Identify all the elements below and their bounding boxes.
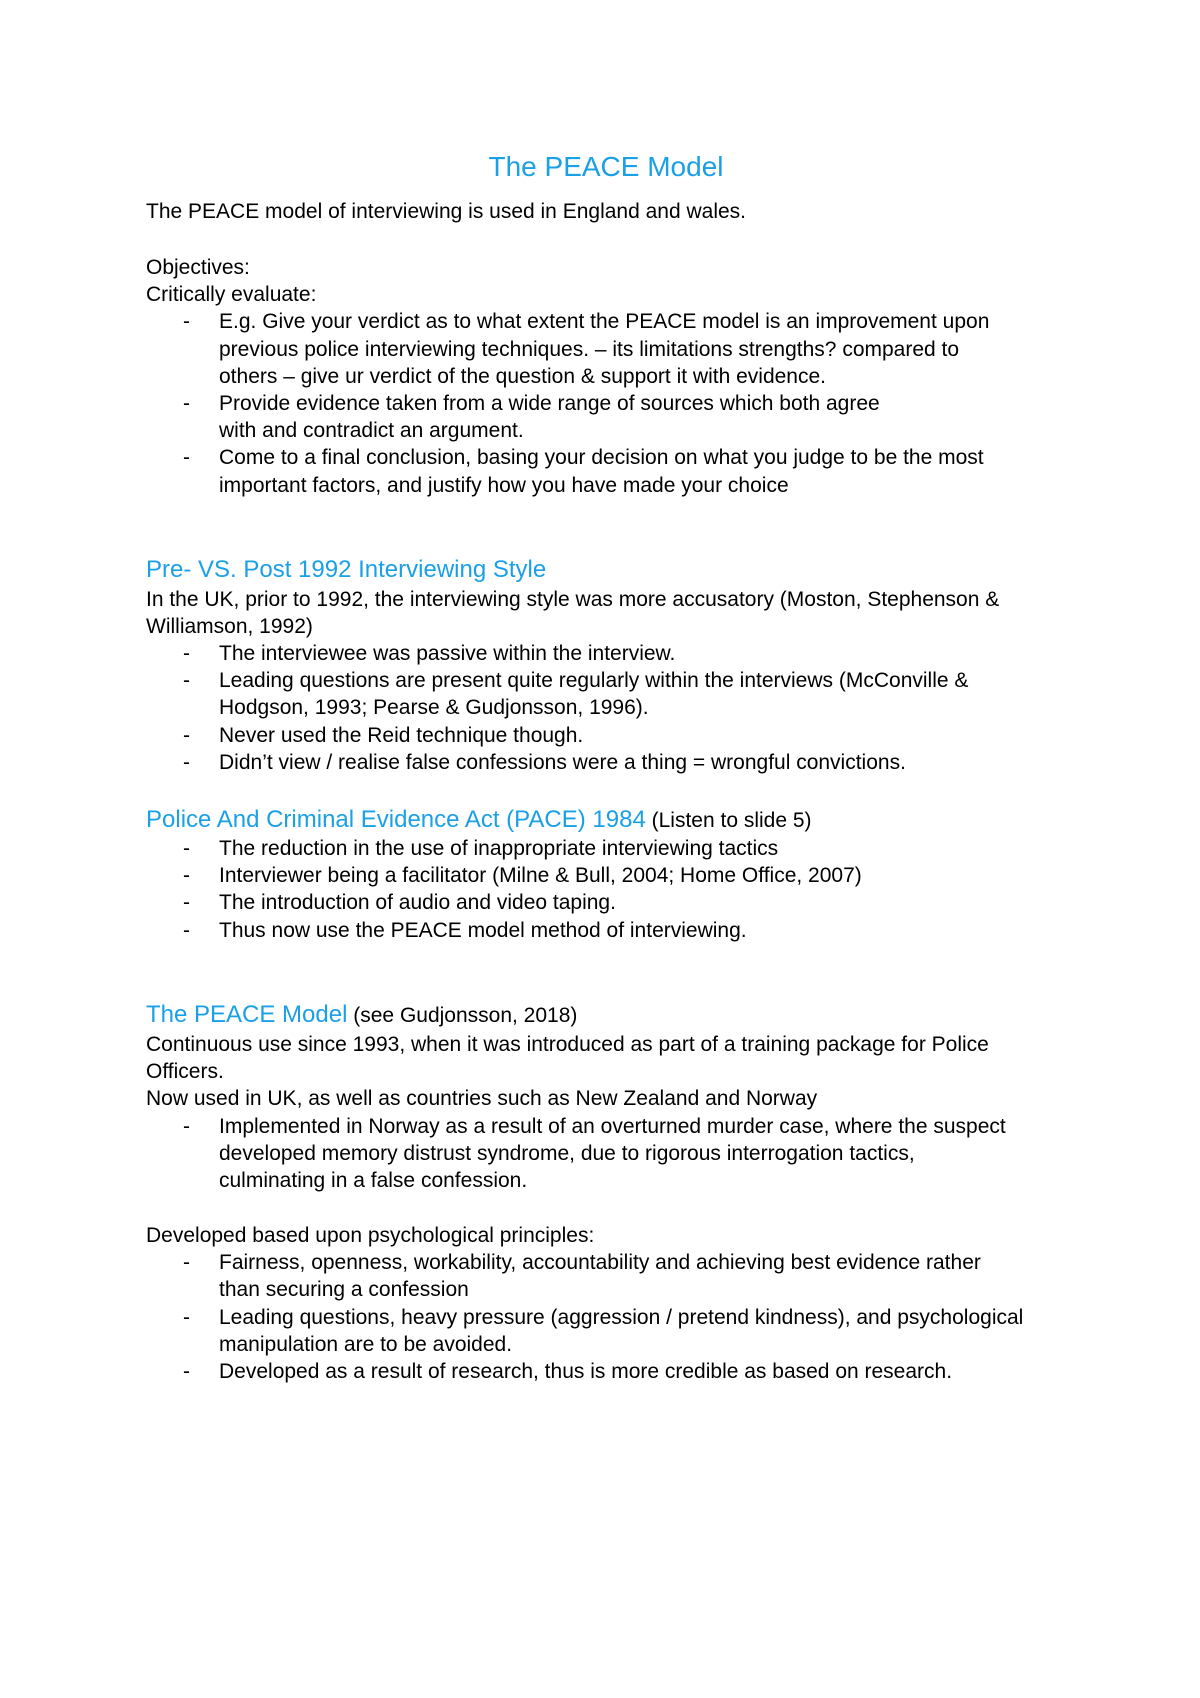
section1-para-line-1: In the UK, prior to 1992, the interviewing style was more accusatory (Moston, Stephenson & <box>146 588 1000 611</box>
bullet-marker: - <box>183 392 190 415</box>
section-heading-peace-model <box>146 1000 577 1031</box>
bullet-marker: - <box>183 1306 190 1329</box>
bullet-marker: - <box>183 1251 190 1274</box>
bullet-marker: - <box>183 919 190 942</box>
section3-bullet-1-line-1: Implemented in Norway as a result of an overturned murder case, where the suspect <box>219 1115 1006 1138</box>
objective-3-line-1: Come to a final conclusion, basing your decision on what you judge to be the most <box>219 446 984 469</box>
section1-bullet-2-line-2: Hodgson, 1993; Pearse & Gudjonsson, 1996). <box>219 696 649 719</box>
bullet-marker: - <box>183 891 190 914</box>
bullet-marker: - <box>183 864 190 887</box>
section1-bullet-3: Never used the Reid technique though. <box>219 724 584 747</box>
section3-para-line-2: Officers. <box>146 1060 224 1083</box>
bullet-marker: - <box>183 642 190 665</box>
section3-bullet-1-line-2: developed memory distrust syndrome, due to rigorous interrogation tactics, <box>219 1142 915 1165</box>
section-heading-pre-post-1992: Pre- VS. Post 1992 Interviewing Style <box>146 556 547 583</box>
section2-bullet-4: Thus now use the PEACE model method of interviewing. <box>219 919 747 942</box>
objective-3-line-2: important factors, and justify how you have made your choice <box>219 474 789 497</box>
section3-para-line-1: Continuous use since 1993, when it was introduced as part of a training package for Police <box>146 1033 989 1056</box>
intro-text: The PEACE model of interviewing is used in England and wales. <box>146 200 746 223</box>
bullet-marker: - <box>183 1360 190 1383</box>
section3-bullet2-1-line-1: Fairness, openness, workability, accountability and achieving best evidence rather <box>219 1251 981 1274</box>
section3-para2: Developed based upon psychological principles: <box>146 1224 595 1247</box>
section3-bullet2-2-line-2: manipulation are to be avoided. <box>219 1333 513 1356</box>
section2-bullet-1: The reduction in the use of inappropriate interviewing tactics <box>219 837 779 860</box>
bullet-marker: - <box>183 669 190 692</box>
bullet-marker: - <box>183 751 190 774</box>
section3-para-line-3: Now used in UK, as well as countries such as New Zealand and Norway <box>146 1087 818 1110</box>
bullet-marker: - <box>183 837 190 860</box>
section2-heading-suffix: (Listen to slide 5) <box>645 809 812 832</box>
section3-bullet2-3: Developed as a result of research, thus is more credible as based on research. <box>219 1360 953 1383</box>
section2-bullet-2: Interviewer being a facilitator (Milne & Bull, 2004; Home Office, 2007) <box>219 864 862 887</box>
critically-evaluate-label: Critically evaluate: <box>146 283 317 306</box>
bullet-marker: - <box>183 446 190 469</box>
section3-bullet-1-line-3: culminating in a false confession. <box>219 1169 528 1192</box>
bullet-marker: - <box>183 310 190 333</box>
section3-bullet2-1-line-2: than securing a confession <box>219 1278 469 1301</box>
section1-bullet-4: Didn’t view / realise false confessions were a thing = wrongful convictions. <box>219 751 906 774</box>
page-title: The PEACE Model <box>488 151 724 182</box>
section3-heading-suffix: (see Gudjonsson, 2018) <box>347 1004 578 1027</box>
bullet-marker: - <box>183 1115 190 1138</box>
section2-heading-text: Police And Criminal Evidence Act (PACE) 1984 <box>146 806 646 833</box>
section1-bullet-1: The interviewee was passive within the interview. <box>219 642 676 665</box>
section2-bullet-3: The introduction of audio and video taping. <box>219 891 616 914</box>
objective-1-line-1: E.g. Give your verdict as to what extent the PEACE model is an improvement upon <box>219 310 990 333</box>
section1-para-line-2: Williamson, 1992) <box>146 615 313 638</box>
objective-2-line-1: Provide evidence taken from a wide range of sources which both agree <box>219 392 880 415</box>
section3-bullet2-2-line-1: Leading questions, heavy pressure (aggression / pretend kindness), and psychological <box>219 1306 1024 1329</box>
objectives-label: Objectives: <box>146 256 250 279</box>
section3-heading-text: The PEACE Model <box>146 1001 348 1028</box>
objective-1-line-3: others – give ur verdict of the question & support it with evidence. <box>219 365 827 388</box>
section-heading-pace-1984 <box>146 805 812 836</box>
objective-2-line-2: with and contradict an argument. <box>219 419 524 442</box>
section1-bullet-2-line-1: Leading questions are present quite regularly within the interviews (McConville & <box>219 669 969 692</box>
objective-1-line-2: previous police interviewing techniques. – its limitations strengths? compared to <box>219 338 960 361</box>
bullet-marker: - <box>183 724 190 747</box>
